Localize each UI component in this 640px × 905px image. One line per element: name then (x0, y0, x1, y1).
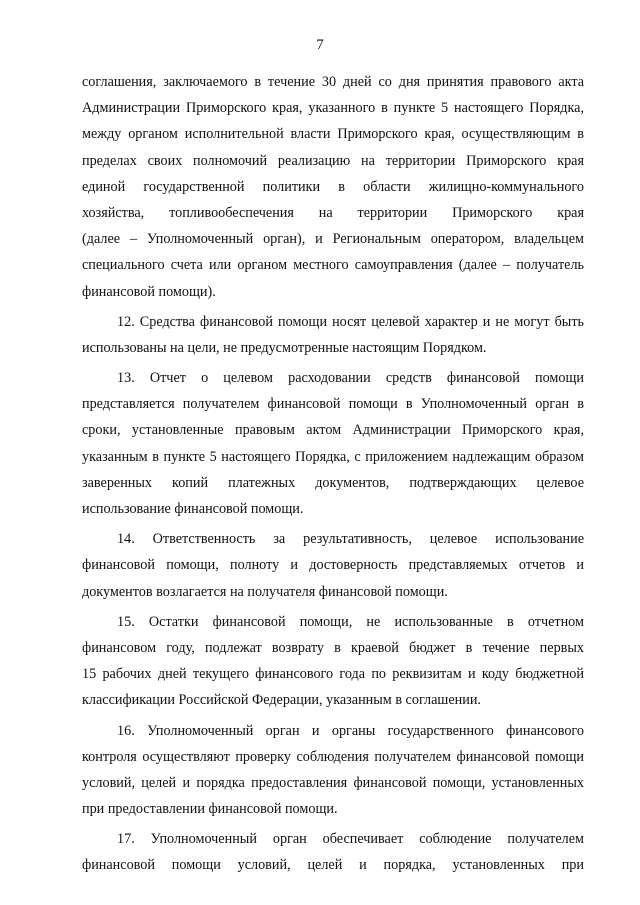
text-line: сроки, установленные правовым актом Администрации Приморского края, (82, 422, 584, 439)
text-line: 17. Уполномоченный орган обеспечивает соблюдение получателем (117, 831, 584, 848)
text-line: хозяйства, топливообеспечения на территории Приморского края (82, 204, 584, 221)
text-line: документов возлагается на получателя финансовой помощи. (82, 583, 448, 600)
text-line: указанным в пункте 5 настоящего Порядка, с приложением надлежащим образом (82, 448, 584, 465)
text-line: использование финансовой помощи. (82, 501, 304, 517)
text-line: условий, целей и порядка предоставления финансовой помощи, установленных (82, 774, 584, 791)
text-line: специального счета или органом местного самоуправления (далее – получатель (82, 257, 584, 274)
text-line: единой государственной политики в области жилищно-коммунального (82, 178, 584, 195)
paragraph-17 (82, 826, 584, 878)
text-line: 15. Остатки финансовой помощи, не использованные в отчетном (117, 613, 584, 630)
text-line: финансовой помощи). (82, 283, 216, 300)
text-line: между органом исполнительной власти Приморского края, осуществляющим в (82, 126, 584, 143)
text-line: 14. Ответственность за результативность, целевое использование (117, 531, 584, 548)
paragraph-15 (82, 609, 584, 714)
document-body (82, 69, 584, 879)
text-line: 13. Отчет о целевом расходовании средств финансовой помощи (117, 370, 584, 387)
paragraph-14 (82, 526, 584, 605)
text-line: представляется получателем финансовой помощи в Уполномоченный орган в (82, 396, 584, 413)
page-number: 7 (316, 37, 324, 53)
paragraph-12 (82, 309, 584, 361)
text-line: использованы на цели, не предусмотренные настоящим Порядком. (82, 339, 487, 356)
text-line: контроля осуществляют проверку соблюдения получателем финансовой помощи (82, 748, 584, 765)
paragraph-16 (82, 718, 584, 823)
text-line: соглашения, заключаемого в течение 30 дней со дня принятия правового акта (82, 74, 584, 90)
text-line: классификации Российской Федерации, указанным в соглашении. (82, 692, 481, 709)
text-line: финансовой помощи условий, целей и порядка, установленных при (82, 857, 584, 874)
text-line: пределах своих полномочий реализацию на территории Приморского края (82, 152, 584, 169)
text-line: при предоставлении финансовой помощи. (82, 801, 338, 818)
paragraph-continuation (82, 69, 584, 305)
text-line: заверенных копий платежных документов, подтверждающих целевое (82, 474, 584, 491)
text-line: финансовой помощи, полноту и достоверность представляемых отчетов и (82, 557, 584, 574)
text-line: 12. Средства финансовой помощи носят целевой характер и не могут быть (117, 313, 584, 330)
text-line: (далее – Уполномоченный орган), и Региональным оператором, владельцем (82, 231, 584, 248)
text-line: финансовом году, подлежат возврату в краевой бюджет в течение первых (82, 639, 584, 656)
paragraph-13 (82, 365, 584, 522)
text-line: 15 рабочих дней текущего финансового года по реквизитам и коду бюджетной (82, 666, 584, 683)
text-line: 16. Уполномоченный орган и органы государственного финансового (117, 722, 584, 739)
text-line: Администрации Приморского края, указанного в пункте 5 настоящего Порядка, (82, 100, 584, 117)
